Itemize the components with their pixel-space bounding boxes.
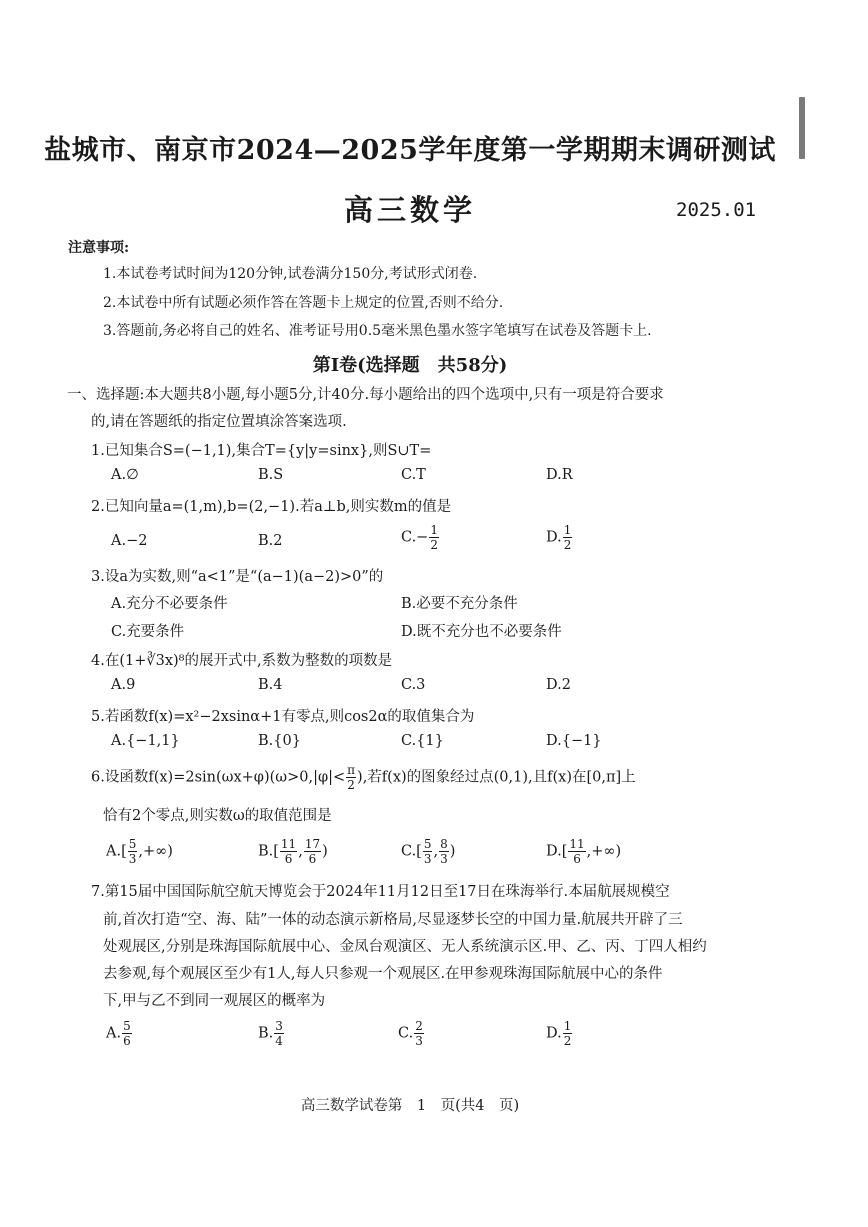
denominator: 6 bbox=[573, 852, 581, 866]
question-6-stem-cont: 恰有2个零点,则实数ω的取值范围是 bbox=[103, 808, 332, 824]
opt-text: , bbox=[298, 843, 303, 860]
subject-title: 高三数学 bbox=[343, 193, 476, 227]
q6-option-a bbox=[106, 838, 173, 865]
fraction bbox=[423, 838, 433, 865]
q6-option-d bbox=[546, 838, 621, 865]
numerator: π bbox=[347, 763, 356, 777]
opt-text: C.[ bbox=[401, 843, 422, 860]
question-1-stem: 1.已知集合S=(−1,1),集合T={y|y=sinx},则S∪T= bbox=[91, 443, 432, 459]
fraction bbox=[122, 1020, 132, 1047]
denominator: 6 bbox=[123, 1034, 131, 1048]
numerator: 11 bbox=[569, 837, 585, 851]
note-item: 1.本试卷考试时间为120分钟,试卷满分150分,考试形式闭卷. bbox=[103, 266, 478, 282]
q2-option-d bbox=[546, 524, 573, 551]
fraction bbox=[274, 1020, 284, 1047]
opt-text: D.[ bbox=[546, 843, 568, 860]
question-7-stem-cont: 前,首次打造“空、海、陆”一体的动态演示新格局,尽显逐梦长空的中国力量.航展共开辟了三 bbox=[103, 912, 683, 928]
q6-stem-part: ),若f(x)的图象经过点(0,1),且f(x)在[0,π]上 bbox=[357, 769, 636, 786]
q2-option-b: B.2 bbox=[258, 533, 283, 549]
opt-text: B.[ bbox=[258, 843, 279, 860]
q3-option-d: D.既不充分也不必要条件 bbox=[401, 624, 562, 640]
part-title: 第Ⅰ卷(选择题 共58分) bbox=[312, 355, 508, 376]
q6-option-c bbox=[401, 838, 455, 865]
fraction bbox=[414, 1020, 424, 1047]
q7-option-b bbox=[258, 1020, 285, 1047]
fraction bbox=[439, 838, 449, 865]
opt-text: , bbox=[433, 843, 439, 860]
question-7-stem-cont: 处观展区,分别是珠海国际航展中心、金凤台观演区、无人系统演示区.甲、乙、丙、丁四人相约 bbox=[103, 939, 707, 955]
q1-option-a: A.∅ bbox=[111, 467, 139, 483]
q1-option-c: C.T bbox=[401, 467, 426, 483]
q4-option-a: A.9 bbox=[111, 677, 136, 693]
numerator: 5 bbox=[423, 837, 432, 851]
q3-option-c: C.充要条件 bbox=[111, 624, 185, 640]
denominator: 6 bbox=[284, 852, 293, 866]
opt-text: ) bbox=[322, 843, 328, 860]
opt-text: C. bbox=[398, 1025, 414, 1042]
numerator: 17 bbox=[304, 837, 321, 851]
fraction bbox=[429, 524, 439, 551]
opt-text: ) bbox=[449, 843, 456, 860]
q6-stem-part: 6.设函数f(x)=2sin(ωx+φ)(ω>0,|φ|< bbox=[91, 769, 346, 786]
opt-text: B. bbox=[258, 1025, 274, 1042]
q4-option-b: B.4 bbox=[258, 677, 283, 693]
denominator: 2 bbox=[347, 778, 355, 792]
question-4-stem: 4.在(1+∛3x)⁸的展开式中,系数为整数的项数是 bbox=[91, 653, 393, 669]
fraction bbox=[563, 524, 573, 551]
numerator: 11 bbox=[280, 837, 297, 851]
q4-option-d: D.2 bbox=[546, 677, 571, 693]
section-instructions-cont: 的,请在答题纸的指定位置填涂答案选项. bbox=[91, 414, 347, 430]
note-item: 2.本试卷中所有试题必须作答在答题卡上规定的位置,否则不给分. bbox=[103, 295, 504, 311]
opt-text: A.[ bbox=[106, 843, 127, 860]
denominator: 3 bbox=[415, 1034, 423, 1048]
q5-option-b: B.{0} bbox=[258, 733, 301, 749]
denominator: 2 bbox=[430, 538, 438, 552]
fraction bbox=[128, 838, 138, 865]
section-instructions: 一、选择题:本大题共8小题,每小题5分,计40分.每小题给出的四个选项中,只有一项是符合要求 bbox=[67, 387, 664, 403]
numerator: 1 bbox=[430, 523, 438, 537]
fraction bbox=[563, 1020, 573, 1047]
question-5-stem: 5.若函数f(x)=x²−2xsinα+1有零点,则cos2α的取值集合为 bbox=[91, 709, 475, 725]
page-footer: 高三数学试卷第 1 页(共4 页) bbox=[300, 1098, 520, 1114]
denominator: 2 bbox=[563, 1034, 572, 1048]
opt-text: ,+∞) bbox=[138, 843, 173, 860]
q5-option-c: C.{1} bbox=[401, 733, 444, 749]
q2-option-a: A.−2 bbox=[111, 533, 148, 549]
denominator: 3 bbox=[423, 852, 432, 866]
question-7-stem-cont: 下,甲与乙不到同一观展区的概率为 bbox=[103, 993, 326, 1009]
opt-text: D. bbox=[546, 1025, 562, 1042]
q3-option-b: B.必要不充分条件 bbox=[401, 596, 518, 612]
denominator: 3 bbox=[128, 852, 137, 866]
q7-option-c bbox=[398, 1020, 425, 1047]
notes-heading: 注意事项: bbox=[68, 240, 130, 256]
question-2-stem: 2.已知向量a=(1,m),b=(2,−1).若a⊥b,则实数m的值是 bbox=[91, 499, 452, 515]
numerator: 1 bbox=[563, 523, 572, 537]
q7-option-d bbox=[546, 1020, 573, 1047]
q1-option-d: D.R bbox=[546, 467, 573, 483]
fraction bbox=[568, 838, 585, 865]
q1-option-b: B.S bbox=[258, 467, 284, 483]
q2-option-c-prefix: C.− bbox=[401, 529, 429, 546]
q6-option-b bbox=[258, 838, 328, 865]
opt-text: A. bbox=[106, 1025, 122, 1042]
question-7-stem: 7.第15届中国国际航空航天博览会于2024年11月12日至17日在珠海举行.本届航展规模空 bbox=[91, 884, 670, 900]
q2-option-c bbox=[401, 524, 440, 551]
opt-text: ,+∞) bbox=[586, 843, 622, 860]
numerator: 3 bbox=[275, 1019, 283, 1033]
fraction bbox=[304, 838, 321, 865]
exam-date: 2025.01 bbox=[676, 199, 757, 221]
denominator: 2 bbox=[563, 538, 572, 552]
q4-option-c: C.3 bbox=[401, 677, 426, 693]
question-3-stem: 3.设a为实数,则“a<1”是“(a−1)(a−2)>0”的 bbox=[91, 569, 384, 585]
numerator: 5 bbox=[123, 1019, 131, 1033]
fraction bbox=[346, 764, 356, 791]
numerator: 1 bbox=[563, 1019, 572, 1033]
q7-option-a bbox=[106, 1020, 133, 1047]
denominator: 4 bbox=[275, 1034, 283, 1048]
question-6-stem bbox=[91, 764, 636, 791]
numerator: 2 bbox=[415, 1019, 423, 1033]
exam-title: 盐城市、南京市2024—2025学年度第一学期期末调研测试 bbox=[44, 135, 776, 166]
q3-option-a: A.充分不必要条件 bbox=[111, 596, 228, 612]
q5-option-a: A.{−1,1} bbox=[111, 733, 180, 749]
denominator: 3 bbox=[440, 852, 448, 866]
question-7-stem-cont: 去参观,每个观展区至少有1人,每人只参观一个观展区.在甲参观珠海国际航展中心的条件 bbox=[103, 966, 663, 982]
q2-option-d-prefix: D. bbox=[546, 529, 562, 546]
numerator: 5 bbox=[128, 837, 137, 851]
fraction bbox=[280, 838, 297, 865]
q5-option-d: D.{−1} bbox=[546, 733, 602, 749]
denominator: 6 bbox=[308, 852, 317, 866]
note-item: 3.答题前,务必将自己的姓名、准考证号用0.5毫米黑色墨水签字笔填写在试卷及答题卡上. bbox=[103, 323, 652, 339]
numerator: 8 bbox=[440, 837, 448, 851]
